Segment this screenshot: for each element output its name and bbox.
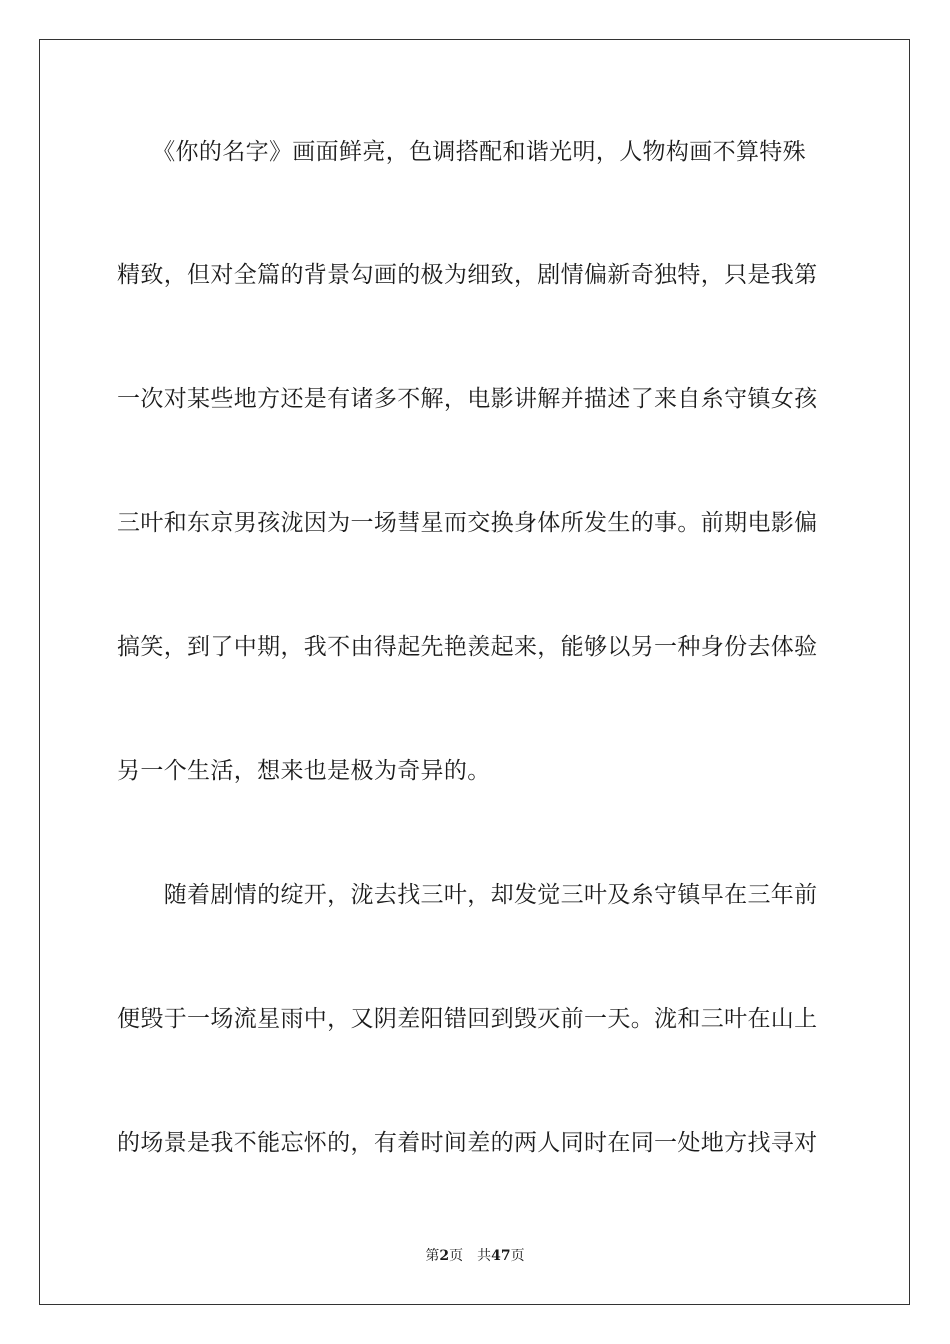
paragraph-line: 随着剧情的绽开，泷去找三叶，却发觉三叶及糸守镇早在三年前 [117,882,818,908]
total-suffix: 页 [510,1248,525,1264]
paragraph-line: 精致，但对全篇的背景勾画的极为细致，剧情偏新奇独特，只是我第 [117,262,818,288]
page-footer [0,1246,950,1266]
paragraph-line: 一次对某些地方还是有诸多不解，电影讲解并描述了来自糸守镇女孩 [117,386,818,412]
total-pages: 47 [491,1248,511,1264]
page-prefix: 第 [425,1248,440,1264]
total-prefix: 共 [477,1248,492,1264]
paragraph-line: 另一个生活，想来也是极为奇异的。 [117,758,491,784]
page-border [39,39,910,1305]
page-suffix: 页 [449,1248,464,1264]
paragraph-line: 三叶和东京男孩泷因为一场彗星而交换身体所发生的事。前期电影偏 [117,510,818,536]
paragraph-line: 的场景是我不能忘怀的，有着时间差的两人同时在同一处地方找寻对 [117,1130,818,1156]
paragraph-line: 搞笑，到了中期，我不由得起先艳羡起来，能够以另一种身份去体验 [117,634,818,660]
paragraph-line: 《你的名字》画面鲜亮，色调搭配和谐光明，人物构画不算特殊 [117,139,806,165]
paragraph-line: 便毁于一场流星雨中，又阴差阳错回到毁灭前一天。泷和三叶在山上 [117,1006,818,1032]
page-number: 2 [439,1248,450,1264]
